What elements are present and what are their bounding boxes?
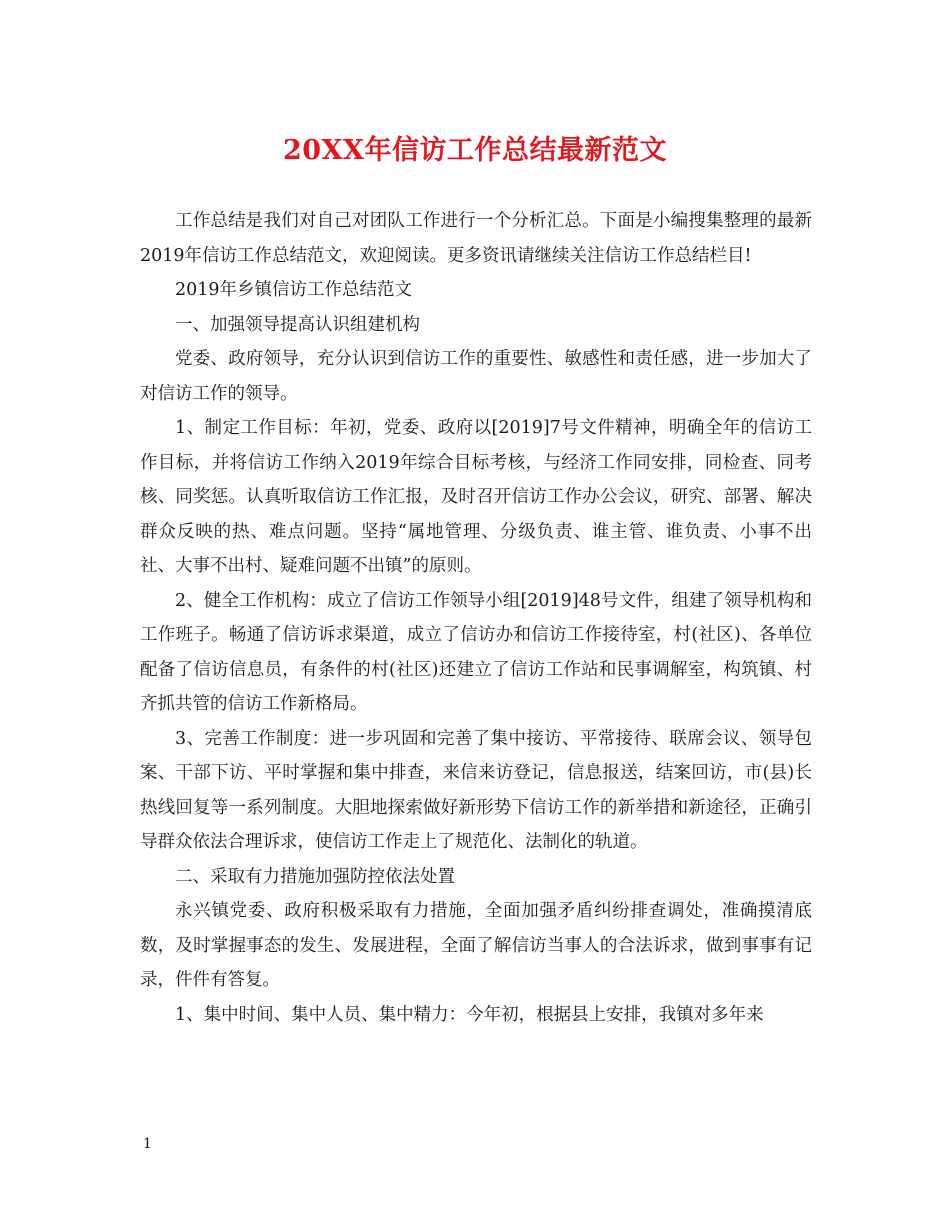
paragraph-item-1: 1、制定工作目标：年初，党委、政府以[2019]7号文件精神，明确全年的信访工作目标，并将信访工作纳入2019年综合目标考核，与经济工作同安排，同检查、同考核、同奖惩。认真听取信访工作汇报，及时召开信访工作办公会议，研究、部署、解决群众反映的热、难点问题。坚持“属地管理、分级负责、谁主管、谁负责、小事不出社、大事不出村、疑难问题不出镇”的原则。: [140, 418, 812, 576]
section-heading-2: 二、采取有力措施加强防控依法处置: [175, 866, 455, 887]
paragraph-item-3: 3、完善工作制度：进一步巩固和完善了集中接访、平常接待、联席会议、领导包案、干部下访、平时掌握和集中排查，来信来访登记，信息报送，结案回访，市(县)长热线回复等一系列制度。大胆地探索做好新形势下信访工作的新举措和新途径，正确引导群众依法合理诉求，使信访工作走上了规范化、法制化的轨道。: [140, 728, 812, 852]
paragraph-item-4: 1、集中时间、集中人员、集中精力：今年初，根据县上安排，我镇对多年来: [175, 1004, 764, 1025]
paragraph-item-2: 2、健全工作机构：成立了信访工作领导小组[2019]48号文件，组建了领导机构和工作班子。畅通了信访诉求渠道，成立了信访办和信访工作接待室，村(社区)、各单位配备了信访信息员，有条件的村(社区)还建立了信访工作站和民事调解室，构筑镇、村齐抓共管的信访工作新格局。: [140, 590, 812, 714]
paragraph-measures: 永兴镇党委、政府积极采取有力措施，全面加强矛盾纠纷排查调处，准确摸清底数，及时掌握事态的发生、发展进程，全面了解信访当事人的合法诉求，做到事事有记录，件件有答复。: [140, 901, 812, 990]
paragraph-leadership: 党委、政府领导，充分认识到信访工作的重要性、敏感性和责任感，进一步加大了对信访工作的领导。: [140, 349, 812, 404]
document-title: 20XX年信访工作总结最新范文: [283, 135, 667, 166]
section-heading-1: 一、加强领导提高认识组建机构: [175, 314, 420, 335]
paragraph-intro: 工作总结是我们对自己对团队工作进行一个分析汇总。下面是小编搜集整理的最新2019年信访工作总结范文，欢迎阅读。更多资讯请继续关注信访工作总结栏目!: [140, 211, 812, 266]
document-body: [140, 204, 812, 1032]
page-number: 1: [143, 1136, 152, 1152]
paragraph-subtitle: 2019年乡镇信访工作总结范文: [175, 280, 413, 300]
